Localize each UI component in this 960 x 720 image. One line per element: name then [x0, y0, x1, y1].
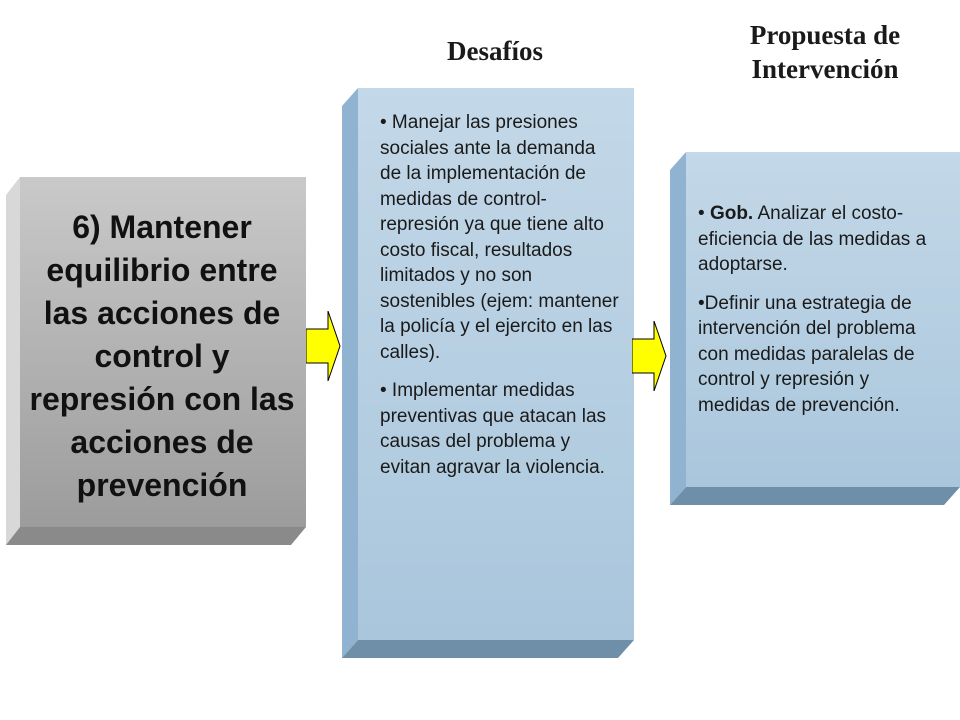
proposal-heading: Propuesta de Intervención — [749, 20, 901, 84]
challenge-item-2: • Implementar medidas preventivas que atacan las causas del problema y evitan agravar la violencia. — [380, 380, 607, 478]
proposal-item-1-prefix: • — [698, 203, 710, 224]
proposal-item-1-bold: Gob. — [709, 203, 754, 224]
arrow-right-icon — [306, 311, 346, 381]
challenges-list — [380, 110, 620, 493]
proposal-item-1-rest: Analizar el costo-eficiencia de las medidas a adoptarse. — [698, 203, 927, 275]
challenge-item-1: • Manejar las presiones sociales ante la demanda de la implementación de medidas de control-represión ya que tiene alto costo fiscal, resultados limitados y no son sostenibles (ejem: mantener la policía y el ejercito en las calles). — [380, 112, 619, 363]
challenges-box — [342, 88, 634, 658]
arrow-right-icon — [632, 321, 672, 391]
proposal-item-1 — [698, 201, 943, 278]
goal-text: 6) Mantener equilibrio entre las acciones de control y represión con las acciones de prevención — [29, 208, 295, 503]
challenges-heading: Desafíos — [447, 36, 543, 66]
proposal-box — [670, 152, 960, 505]
goal-box — [6, 177, 306, 545]
proposal-item-2: •Definir una estrategia de intervención del problema con medidas paralelas de control y represión y medidas de prevención. — [698, 292, 916, 416]
proposal-list — [698, 201, 943, 431]
